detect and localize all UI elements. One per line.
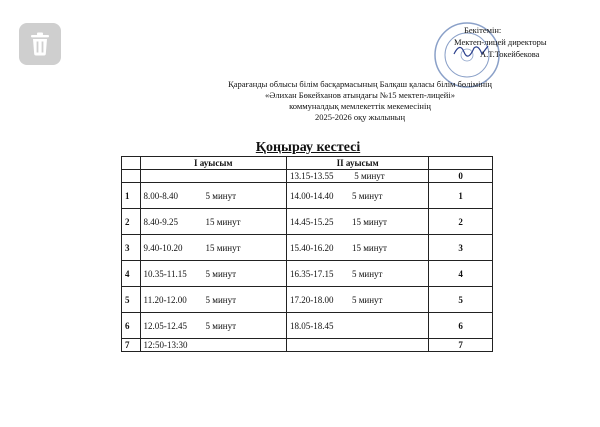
table-row-5: 5 11.20-12.00 5 минут 17.20-18.00 5 минут 5: [122, 287, 493, 313]
approval-name: А.Т.Токейбекова: [480, 49, 540, 59]
row0-shift2: 13.15-13.55 5 минут: [286, 170, 428, 183]
approval-position: Мектеп-лицей директоры: [454, 37, 547, 47]
table-row-7: 7 12:50-13:30 7: [122, 339, 493, 352]
header-line-1: Қарағанды облысы білім басқармасының Балқаш қаласы білім бөлімінің: [228, 79, 492, 89]
table-row-4: 4 10.35-11.15 5 минут 16.35-17.15 5 минут 4: [122, 261, 493, 287]
header-num-right-cell: [429, 157, 493, 170]
table-row-2: 2 8.40-9.25 15 минут 14.45-15.25 15 минут 2: [122, 209, 493, 235]
delete-button[interactable]: [19, 23, 61, 65]
approval-block: [440, 24, 590, 60]
header-line-3: коммуналдық мемлекеттік мекемесінің: [289, 101, 431, 111]
table-row-1: 1 8.00-8.40 5 минут 14.00-14.40 5 минут 1: [122, 183, 493, 209]
shift2-header: ІІ ауысым: [286, 157, 428, 170]
table-row-6: 6 12.05-12.45 5 минут 18.05-18.45 6: [122, 313, 493, 339]
header-line-2: «Әлихан Бөкейханов атындағы №15 мектеп-лицейі»: [265, 90, 455, 100]
page-title: Қоңырау кестесі: [255, 140, 361, 155]
header-line-4: 2025-2026 оқу жылының: [314, 112, 406, 122]
table-row-3: 3 9.40-10.20 15 минут 15.40-16.20 15 минут 3: [122, 235, 493, 261]
bell-schedule-table: [121, 156, 493, 352]
shift1-header: І ауысым: [140, 157, 286, 170]
approval-label: Бекітемін:: [464, 25, 502, 35]
table-row-0: 13.15-13.55 5 минут 0: [122, 170, 493, 183]
table-header-row: [122, 157, 493, 170]
document-header: [170, 79, 550, 123]
trash-icon: [29, 32, 51, 56]
header-num-cell: [122, 157, 141, 170]
